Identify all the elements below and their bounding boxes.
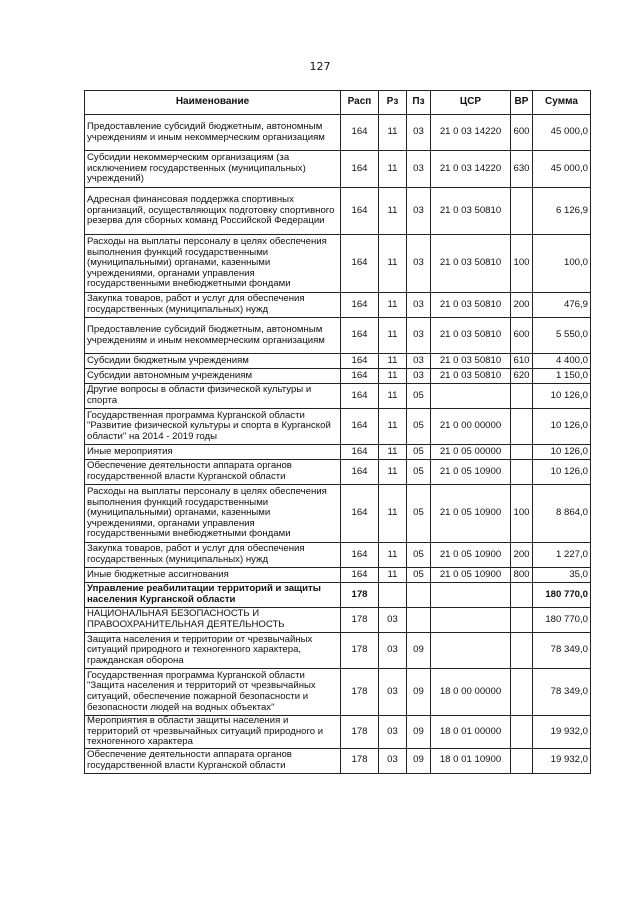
cell-rasp: 164 (341, 568, 379, 583)
header-pz: Пз (407, 91, 431, 115)
cell-name: Защита населения и территории от чрезвычайных ситуаций природного и техногенного характера, гражданская оборона (85, 633, 341, 669)
cell-csr: 21 0 03 50810 (431, 369, 511, 384)
cell-pz: 05 (407, 445, 431, 460)
cell-name: Закупка товаров, работ и услуг для обеспечения государственных (муниципальных) нужд (85, 293, 341, 318)
cell-rz: 11 (379, 369, 407, 384)
cell-sum: 4 400,0 (533, 354, 591, 369)
cell-pz: 03 (407, 318, 431, 354)
cell-pz: 09 (407, 748, 431, 773)
cell-vr: 800 (511, 568, 533, 583)
cell-vr: 100 (511, 235, 533, 293)
cell-name: Обеспечение деятельности аппарата органов государственной власти Курганской области (85, 460, 341, 485)
cell-vr (511, 384, 533, 409)
table-row (85, 188, 591, 235)
cell-rasp: 164 (341, 293, 379, 318)
cell-vr: 200 (511, 293, 533, 318)
cell-rz: 11 (379, 354, 407, 369)
cell-sum: 45 000,0 (533, 151, 591, 188)
table-row (85, 293, 591, 318)
cell-vr: 620 (511, 369, 533, 384)
cell-csr: 18 0 00 00000 (431, 669, 511, 716)
cell-rasp: 164 (341, 318, 379, 354)
cell-csr: 21 0 00 00000 (431, 409, 511, 445)
cell-csr: 21 0 05 10900 (431, 543, 511, 568)
cell-vr: 200 (511, 543, 533, 568)
cell-rasp: 164 (341, 235, 379, 293)
table-row (85, 485, 591, 543)
cell-vr: 100 (511, 485, 533, 543)
cell-rz: 11 (379, 115, 407, 151)
cell-sum: 10 126,0 (533, 445, 591, 460)
cell-rz: 11 (379, 188, 407, 235)
cell-sum: 10 126,0 (533, 384, 591, 409)
table-row (85, 151, 591, 188)
cell-pz: 03 (407, 115, 431, 151)
cell-pz: 09 (407, 716, 431, 749)
cell-rasp: 178 (341, 583, 379, 608)
cell-rasp: 164 (341, 188, 379, 235)
cell-csr (431, 384, 511, 409)
cell-csr: 21 0 03 14220 (431, 151, 511, 188)
cell-name: Расходы на выплаты персоналу в целях обеспечения выполнения функций государственными (муниципальными) органами, казенными учреждениями, органами управления государственными внебюджетными фондами (85, 485, 341, 543)
cell-vr (511, 460, 533, 485)
header-rasp: Расп (341, 91, 379, 115)
table-row (85, 115, 591, 151)
cell-sum: 476,9 (533, 293, 591, 318)
cell-rz: 11 (379, 318, 407, 354)
cell-sum: 5 550,0 (533, 318, 591, 354)
table-row (85, 583, 591, 608)
cell-csr: 21 0 05 10900 (431, 568, 511, 583)
cell-name: Субсидии бюджетным учреждениям (85, 354, 341, 369)
table-row (85, 445, 591, 460)
cell-csr: 21 0 03 50810 (431, 188, 511, 235)
table-row (85, 235, 591, 293)
cell-rasp: 178 (341, 608, 379, 633)
table-row (85, 384, 591, 409)
cell-rasp: 164 (341, 485, 379, 543)
table-row (85, 748, 591, 773)
cell-vr: 600 (511, 318, 533, 354)
cell-rz: 11 (379, 460, 407, 485)
cell-rasp: 178 (341, 633, 379, 669)
cell-rasp: 164 (341, 543, 379, 568)
cell-pz: 03 (407, 369, 431, 384)
cell-pz: 05 (407, 460, 431, 485)
cell-vr (511, 748, 533, 773)
cell-vr: 630 (511, 151, 533, 188)
cell-rz: 03 (379, 633, 407, 669)
cell-sum: 1 227,0 (533, 543, 591, 568)
cell-sum: 180 770,0 (533, 608, 591, 633)
table-row (85, 716, 591, 749)
cell-rz: 03 (379, 716, 407, 749)
cell-vr (511, 445, 533, 460)
cell-name: Иные бюджетные ассигнования (85, 568, 341, 583)
cell-pz: 03 (407, 188, 431, 235)
table-body (85, 115, 591, 774)
cell-csr: 21 0 03 50810 (431, 293, 511, 318)
cell-pz: 03 (407, 235, 431, 293)
budget-table (84, 90, 591, 774)
table-header-row (85, 91, 591, 115)
cell-rasp: 164 (341, 409, 379, 445)
table-row (85, 543, 591, 568)
header-name: Наименование (85, 91, 341, 115)
cell-rz: 03 (379, 748, 407, 773)
cell-rasp: 164 (341, 384, 379, 409)
cell-sum: 35,0 (533, 568, 591, 583)
cell-rz: 11 (379, 409, 407, 445)
header-vr: ВР (511, 91, 533, 115)
cell-name: Предоставление субсидий бюджетным, автономным учреждениям и иным некоммерческим организациям (85, 115, 341, 151)
cell-csr (431, 608, 511, 633)
cell-rasp: 164 (341, 115, 379, 151)
cell-rasp: 178 (341, 716, 379, 749)
cell-vr (511, 188, 533, 235)
table-row (85, 369, 591, 384)
cell-name: Государственная программа Курганской области "Развитие физической культуры и спорта в Курганской области" на 2014 - 2019 годы (85, 409, 341, 445)
table-row (85, 633, 591, 669)
cell-rz: 11 (379, 543, 407, 568)
cell-sum: 10 126,0 (533, 409, 591, 445)
cell-name: Предоставление субсидий бюджетным, автономным учреждениям и иным некоммерческим организациям (85, 318, 341, 354)
cell-name: Управление реабилитации территорий и защиты населения Курганской области (85, 583, 341, 608)
cell-rz (379, 583, 407, 608)
table-row (85, 460, 591, 485)
cell-sum: 78 349,0 (533, 669, 591, 716)
cell-sum: 180 770,0 (533, 583, 591, 608)
cell-csr: 21 0 03 50810 (431, 235, 511, 293)
header-sum: Сумма (533, 91, 591, 115)
cell-pz: 03 (407, 293, 431, 318)
cell-vr (511, 633, 533, 669)
cell-vr: 610 (511, 354, 533, 369)
cell-rz: 11 (379, 485, 407, 543)
cell-rz: 11 (379, 235, 407, 293)
cell-pz: 09 (407, 669, 431, 716)
cell-pz: 05 (407, 543, 431, 568)
cell-sum: 8 864,0 (533, 485, 591, 543)
cell-name: Другие вопросы в области физической культуры и спорта (85, 384, 341, 409)
cell-pz: 05 (407, 409, 431, 445)
cell-csr: 21 0 05 00000 (431, 445, 511, 460)
cell-pz: 09 (407, 633, 431, 669)
cell-rz: 03 (379, 608, 407, 633)
cell-name: Государственная программа Курганской области "Защита населения и территорий от чрезвычайных ситуаций, обеспечение пожарной безопасности и безопасности людей на водных объектах" (85, 669, 341, 716)
cell-rz: 11 (379, 384, 407, 409)
cell-csr: 18 0 01 00000 (431, 716, 511, 749)
cell-pz (407, 608, 431, 633)
cell-csr: 21 0 03 14220 (431, 115, 511, 151)
cell-name: НАЦИОНАЛЬНАЯ БЕЗОПАСНОСТЬ И ПРАВООХРАНИТЕЛЬНАЯ ДЕЯТЕЛЬНОСТЬ (85, 608, 341, 633)
cell-pz (407, 583, 431, 608)
cell-vr (511, 583, 533, 608)
cell-vr: 600 (511, 115, 533, 151)
page-number: 127 (309, 60, 331, 73)
cell-vr (511, 669, 533, 716)
table-row (85, 669, 591, 716)
cell-csr (431, 583, 511, 608)
cell-vr (511, 716, 533, 749)
cell-pz: 05 (407, 384, 431, 409)
cell-csr (431, 633, 511, 669)
cell-rz: 03 (379, 669, 407, 716)
cell-rasp: 164 (341, 369, 379, 384)
table-row (85, 568, 591, 583)
cell-rasp: 164 (341, 354, 379, 369)
cell-rasp: 164 (341, 460, 379, 485)
cell-rz: 11 (379, 445, 407, 460)
cell-pz: 05 (407, 568, 431, 583)
cell-sum: 45 000,0 (533, 115, 591, 151)
cell-csr: 18 0 01 10900 (431, 748, 511, 773)
cell-name: Закупка товаров, работ и услуг для обеспечения государственных (муниципальных) нужд (85, 543, 341, 568)
table-row (85, 354, 591, 369)
cell-name: Адресная финансовая поддержка спортивных организаций, осуществляющих подготовку спортивного резерва для сборных команд Российской Федерации (85, 188, 341, 235)
cell-rasp: 164 (341, 151, 379, 188)
cell-vr (511, 409, 533, 445)
cell-name: Мероприятия в области защиты населения и территорий от чрезвычайных ситуаций природного и техногенного характера (85, 716, 341, 749)
cell-sum: 19 932,0 (533, 748, 591, 773)
cell-csr: 21 0 03 50810 (431, 354, 511, 369)
header-rz: Рз (379, 91, 407, 115)
cell-pz: 05 (407, 485, 431, 543)
cell-pz: 03 (407, 354, 431, 369)
cell-rz: 11 (379, 568, 407, 583)
cell-sum: 78 349,0 (533, 633, 591, 669)
table-row (85, 409, 591, 445)
cell-csr: 21 0 03 50810 (431, 318, 511, 354)
cell-sum: 10 126,0 (533, 460, 591, 485)
table-row (85, 318, 591, 354)
cell-rasp: 178 (341, 669, 379, 716)
cell-sum: 100,0 (533, 235, 591, 293)
cell-name: Иные мероприятия (85, 445, 341, 460)
cell-rasp: 178 (341, 748, 379, 773)
cell-name: Обеспечение деятельности аппарата органов государственной власти Курганской области (85, 748, 341, 773)
cell-name: Субсидии некоммерческим организациям (за исключением государственных (муниципальных) учреждений) (85, 151, 341, 188)
cell-sum: 6 126,9 (533, 188, 591, 235)
cell-rasp: 164 (341, 445, 379, 460)
header-csr: ЦСР (431, 91, 511, 115)
cell-vr (511, 608, 533, 633)
cell-sum: 19 932,0 (533, 716, 591, 749)
cell-name: Субсидии автономным учреждениям (85, 369, 341, 384)
cell-csr: 21 0 05 10900 (431, 460, 511, 485)
cell-name: Расходы на выплаты персоналу в целях обеспечения выполнения функций государственными (муниципальными) органами, казенными учреждениями, органами управления государственными внебюджетными фондами (85, 235, 341, 293)
cell-rz: 11 (379, 293, 407, 318)
cell-sum: 1 150,0 (533, 369, 591, 384)
cell-pz: 03 (407, 151, 431, 188)
cell-csr: 21 0 05 10900 (431, 485, 511, 543)
cell-rz: 11 (379, 151, 407, 188)
table-row (85, 608, 591, 633)
